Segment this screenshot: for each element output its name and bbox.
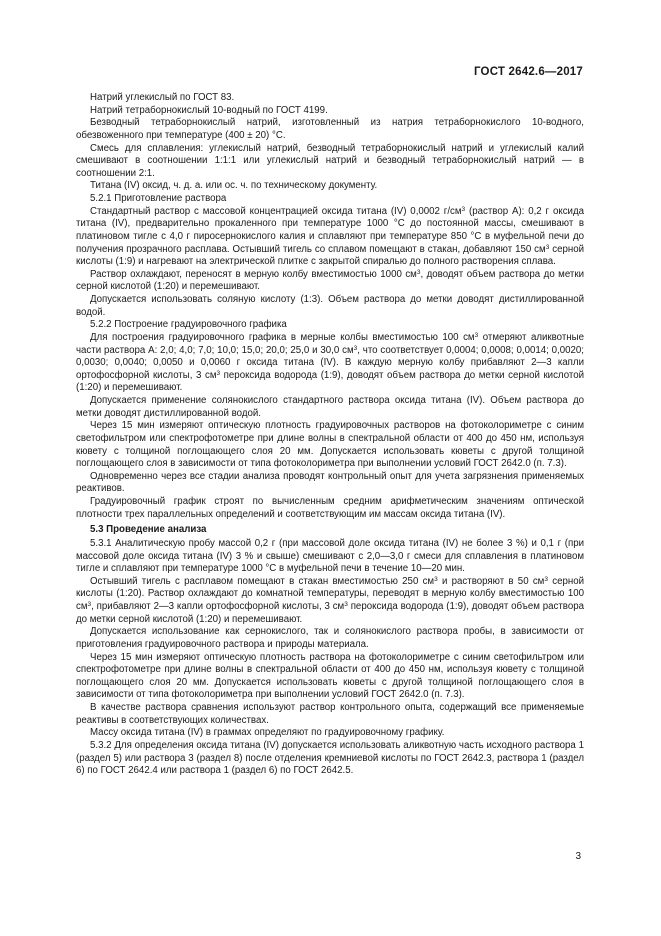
paragraph: Натрий углекислый по ГОСТ 83. — [90, 92, 235, 103]
paragraph: Допускается использовать соляную кислоту (1:3). Объем раствора до метки доводят дистиллированной водой. — [76, 294, 584, 318]
paragraph: Массу оксида титана (IV) в граммах определяют по градуировочному графику. — [90, 727, 445, 739]
subsection-title: 5.2.1 Приготовление раствора — [90, 193, 227, 204]
paragraph: Стандартный раствор с массовой концентрацией оксида титана (IV) 0,0002 $г/см^3$ (раствор А): 0,2 г оксида титана (IV), предварительно прокаленного при температуре 1000 °С до постоянной массы, смешивают в платиновом тигле с 4,0 г пиросернокислого калия и сплавляют при температуре 850 °С в муфельной печи до получения прозрачного расплава. Остывший тигель со сплавом помещают в стакан, добавляют 150 $см^3$ серной кислоты (1:9) и нагревают на электрической плитке с закрытой спиралью до полного растворения сплава. — [76, 205, 584, 268]
paragraph: Безводный тетраборнокислый натрий, изготовленный из натрия тетраборнокислого 10-водного, обезвоженного при температуре (400 ± 20) °С. — [76, 117, 584, 141]
page-number: 3 — [575, 851, 581, 862]
document-body — [76, 92, 584, 778]
paragraph: Остывший тигель с расплавом помещают в стакан вместимостью 250 $см^3$ и растворяют в 50 $см^3$ серной кислоты (1:20). Раствор охлаждают до комнатной температуры, переводят в мерную колбу вместимостью 100 $см^3$, прибавляют 2—3 капли ортофосфорной кислоты, 3 $см^3$ пероксида водорода (1:9), доводят объем раствора до метки серной кислотой (1:20) и перемешивают. — [76, 575, 584, 625]
paragraph: Через 15 мин измеряют оптическую плотность раствора на фотоколориметре с синим светофильтром или спектрофотометре при длине волны в спектральной области от 400 до 450 нм, используя кювету с толщиной поглощающего слоя 20 мм. Допускается использовать кюветы с другой толщиной поглощающего слоя в зависимости от типа фотоколориметра при выполнении условий ГОСТ 2642.0 (п. 7.3). — [76, 651, 584, 701]
paragraph: 5.3.2 Для определения оксида титана (IV) допускается использовать аликвотную часть исходного раствора 1 (раздел 5) или раствора 3 (раздел 8) после отделения кремниевой кислоты по ГОСТ 2642.3, раствора 1 (раздел 6) по ГОСТ 2642.4 или раствора 1 (раздел 6) по ГОСТ 2642.5. — [76, 739, 584, 777]
paragraph: Одновременно через все стадии анализа проводят контрольный опыт для учета загрязнения применяемых реактивов. — [76, 470, 584, 495]
paragraph: 5.3.1 Аналитическую пробу массой 0,2 г (при массовой доле оксида титана (IV) не более 3 %) и 0,1 г (при массовой доле оксида титана (IV) 3 % и свыше) смешивают с 2,0—3,0 г смеси для сплавления в платиновом тигле и сплавляют при температуре 1000 °С в муфельной печи в течение 10—20 мин. — [76, 537, 584, 575]
section-heading: 5.3 Проведение анализа — [90, 524, 207, 536]
paragraph: Для построения градуировочного графика в мерные колбы вместимостью 100 $см^3$ отмеряют аликвотные части раствора А: 2,0; 4,0; 7,0; 10,0; 15,0; 20,0; 25,0 и 30,0 $см^3$, что соответствует 0,0004; 0,0008; 0,0014; 0,0020; 0,0030; 0,0040; 0,0050 и 0,0060 г оксида титана (IV). В каждую мерную колбу прибавляют 2—3 капли ортофосфорной кислоты, 3 $см^3$ пероксида водорода (1:9), доводят объем раствора до метки серной кислотой (1:20) и перемешивают. — [76, 331, 584, 394]
paragraph: Натрий тетраборнокислый 10-водный по ГОСТ 4199. — [90, 104, 328, 116]
paragraph: Допускается применение солянокислого стандартного раствора оксида титана (IV). Объем раствора до метки доводят дистиллированной водой. — [76, 395, 584, 419]
standard-header: ГОСТ 2642.6—2017 — [473, 66, 583, 78]
paragraph: Через 15 мин измеряют оптическую плотность градуировочных растворов на фотоколориметре с синим светофильтром или спектрофотометре при длине волны в спектральной области от 400 до 450 нм, используя кювету с толщиной поглощающего слоя 20 мм. Допускается использовать кюветы с другой толщиной поглощающего слоя в зависимости от типа фотоколориметра при выполнении условий ГОСТ 2642.0 (п. 7.3). — [76, 420, 584, 470]
paragraph: Раствор охлаждают, переносят в мерную колбу вместимостью 1000 $см^3$, доводят объем раствора до метки серной кислотой (1:20) и перемешивают. — [76, 268, 584, 293]
subsection-title: 5.2.2 Построение градуировочного графика — [90, 319, 287, 331]
paragraph: Градуировочный график строят по вычисленным средним арифметическим значениям оптической плотности трех параллельных определений и соответствующим им массам оксида титана (IV). — [76, 496, 584, 520]
paragraph: В качестве раствора сравнения используют раствор контрольного опыта, содержащий все применяемые реактивы в соответствующих количествах. — [76, 702, 584, 726]
paragraph: Титана (IV) оксид, ч. д. а. или ос. ч. по техническому документу. — [90, 180, 378, 192]
paragraph: Допускается использование как сернокислого, так и солянокислого раствора пробы, в зависимости от приготовления градуировочного раствора и природы материала. — [76, 626, 584, 650]
paragraph: Смесь для сплавления: углекислый натрий, безводный тетраборнокислый натрий и углекислый калий смешивают в соотношении 1:1:1 или углекислый натрий и безводный тетраборнокислый натрий — в соотношении 2:1. — [76, 142, 584, 179]
